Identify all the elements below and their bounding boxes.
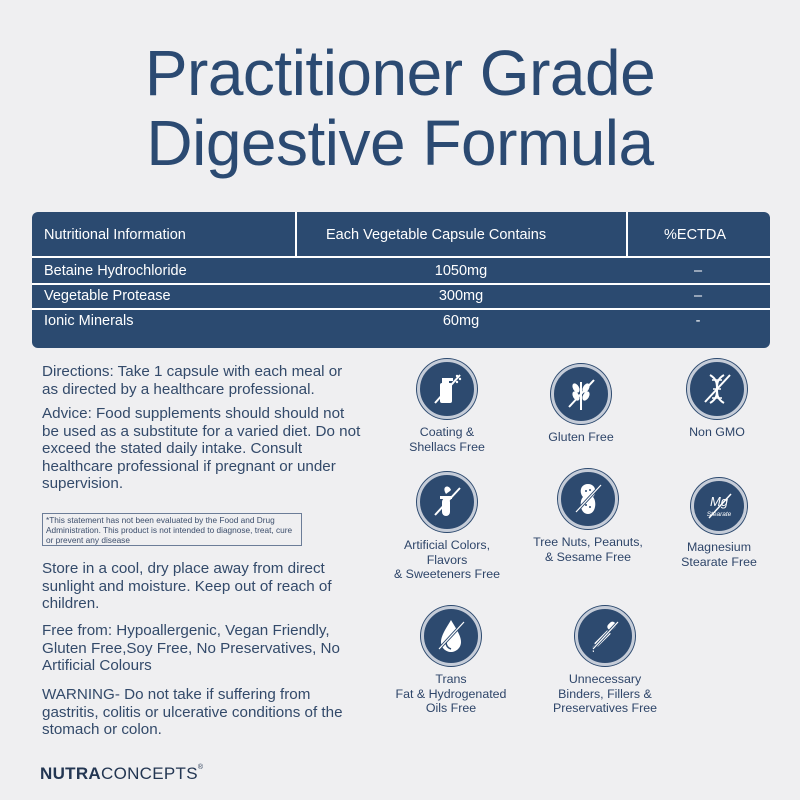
badge-label: Stearate Free xyxy=(681,554,757,569)
dna-icon xyxy=(697,369,737,409)
svg-text:Mg: Mg xyxy=(709,494,729,509)
badge-artificial-colors-free xyxy=(382,472,512,582)
badge-label: Artificial Colors, xyxy=(403,538,491,552)
badge-tree-nuts-free xyxy=(523,469,653,564)
magnesium-stearate-icon xyxy=(699,486,739,526)
storage-text: Store in a cool, dry place away from direct sunlight and moisture. Keep out of reach of children. xyxy=(42,560,332,612)
table-row xyxy=(32,260,770,285)
wheat-icon xyxy=(561,374,601,414)
column-divider xyxy=(295,212,297,258)
row-amount: 1050mg xyxy=(434,263,488,279)
badge-label: Fat & Hydrogenated xyxy=(395,686,507,701)
warning-text: WARNING- Do not take if suffering from gastritis, colitis or ulcerative conditions of the stomach or colon. xyxy=(42,686,343,738)
badge-label: Unnecessary xyxy=(568,672,642,686)
badge-coating-shellacs-free xyxy=(382,359,512,454)
header-nutritional-information: Nutritional Information xyxy=(44,227,186,243)
badge-label: Coating & xyxy=(419,425,475,439)
row-name: Ionic Minerals xyxy=(44,313,134,329)
row-amount: 60mg xyxy=(442,313,480,329)
badge-label: Binders, Fillers & xyxy=(558,686,652,701)
spray-can-icon xyxy=(427,369,467,409)
badge-trans-fat-free xyxy=(386,606,516,716)
brand-logo xyxy=(40,764,203,784)
directions-text: Directions: Take 1 capsule with each meal or as directed by a healthcare professional. xyxy=(42,363,343,398)
dropper-icon xyxy=(585,616,625,656)
row-name: Vegetable Protease xyxy=(44,288,171,304)
brand-part-1: NUTRA xyxy=(40,764,101,783)
badge-label: Tree Nuts, Peanuts, xyxy=(533,535,643,549)
test-tube-leaf-icon xyxy=(427,482,467,522)
badge-label: Flavors xyxy=(426,552,468,567)
header-capsule-contains: Each Vegetable Capsule Contains xyxy=(326,227,547,243)
title-line-2: Digestive Formula xyxy=(146,107,654,179)
badge-label: Oils Free xyxy=(425,701,477,715)
title-line-1: Practitioner Grade xyxy=(144,37,656,109)
row-name: Betaine Hydrochloride xyxy=(44,263,187,279)
row-pct: – xyxy=(693,288,703,304)
badge-gluten-free xyxy=(516,364,646,445)
table-row xyxy=(32,310,770,335)
column-divider xyxy=(626,212,628,258)
nutrition-table xyxy=(32,212,770,348)
badge-label: & Sesame Free xyxy=(544,549,632,564)
registered-mark: ® xyxy=(197,764,204,771)
row-amount: 300mg xyxy=(438,288,484,304)
peanut-icon xyxy=(568,479,608,519)
table-header xyxy=(32,212,770,258)
svg-text:Stearate: Stearate xyxy=(706,511,732,518)
header-ectda: %ECTDA xyxy=(664,227,727,243)
badge-label: Non GMO xyxy=(689,425,745,439)
badge-label: Gluten Free xyxy=(548,430,614,444)
badge-non-gmo xyxy=(652,359,782,440)
brand-part-2: CONCEPTS xyxy=(101,764,198,783)
badge-magnesium-stearate-free xyxy=(654,478,784,569)
badge-binders-fillers-free xyxy=(540,606,670,716)
row-pct: – xyxy=(693,263,703,279)
row-pct: - xyxy=(695,313,701,329)
badge-label: Magnesium xyxy=(686,540,752,554)
table-row xyxy=(32,285,770,310)
oil-drop-icon xyxy=(431,616,471,656)
fda-disclaimer: *This statement has not been evaluated by the Food and Drug Administration. This product is not intended to diagnose, treat, cure or prevent any disease xyxy=(42,513,302,546)
free-from-text: Free from: Hypoallergenic, Vegan Friendly, Gluten Free,Soy Free, No Preservatives, No Artificial Colours xyxy=(42,622,340,674)
advice-text: Advice: Food supplements should should not be used as a substitute for a varied diet. Do not exceed the stated daily intake. Consult healthcare professional if pregnant or under supervision. xyxy=(42,405,361,492)
badge-label: Trans xyxy=(435,672,467,686)
badge-label: & Sweeteners Free xyxy=(393,567,501,581)
badge-label: Preservatives Free xyxy=(553,701,657,715)
page-title xyxy=(0,38,800,178)
badge-label: Shellacs Free xyxy=(409,439,485,454)
